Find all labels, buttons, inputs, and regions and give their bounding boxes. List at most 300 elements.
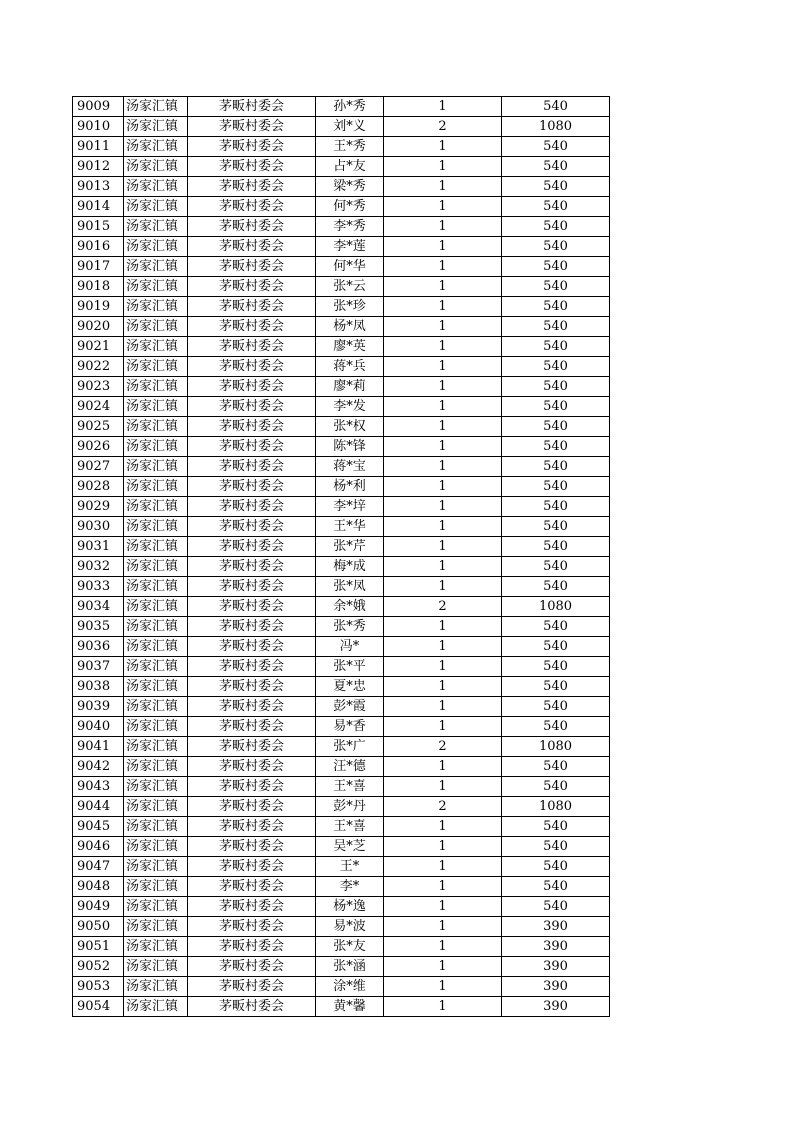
- village-cell: 茅畈村委会: [188, 857, 316, 877]
- name-cell: 张*涵: [316, 957, 384, 977]
- table-row: [73, 957, 610, 977]
- table-row: [73, 677, 610, 697]
- table-row: [73, 97, 610, 117]
- town-cell: 汤家汇镇: [124, 817, 188, 837]
- amount-cell: 540: [502, 437, 610, 457]
- table-row: [73, 577, 610, 597]
- village-cell: 茅畈村委会: [188, 577, 316, 597]
- amount-cell: 540: [502, 97, 610, 117]
- amount-cell: 540: [502, 677, 610, 697]
- town-cell: 汤家汇镇: [124, 797, 188, 817]
- name-cell: 王*喜: [316, 817, 384, 837]
- town-cell: 汤家汇镇: [124, 877, 188, 897]
- village-cell: 茅畈村委会: [188, 717, 316, 737]
- row-number-cell: 9027: [73, 457, 124, 477]
- amount-cell: 540: [502, 517, 610, 537]
- row-number-cell: 9049: [73, 897, 124, 917]
- amount-cell: 540: [502, 377, 610, 397]
- village-cell: 茅畈村委会: [188, 397, 316, 417]
- town-cell: 汤家汇镇: [124, 257, 188, 277]
- name-cell: 何*华: [316, 257, 384, 277]
- name-cell: 李*垶: [316, 497, 384, 517]
- amount-cell: 540: [502, 537, 610, 557]
- row-number-cell: 9043: [73, 777, 124, 797]
- count-cell: 1: [384, 677, 502, 697]
- row-number-cell: 9045: [73, 817, 124, 837]
- town-cell: 汤家汇镇: [124, 397, 188, 417]
- row-number-cell: 9034: [73, 597, 124, 617]
- amount-cell: 390: [502, 937, 610, 957]
- count-cell: 1: [384, 137, 502, 157]
- table-row: [73, 917, 610, 937]
- town-cell: 汤家汇镇: [124, 317, 188, 337]
- town-cell: 汤家汇镇: [124, 137, 188, 157]
- village-cell: 茅畈村委会: [188, 137, 316, 157]
- table-row: [73, 337, 610, 357]
- name-cell: 梁*秀: [316, 177, 384, 197]
- village-cell: 茅畈村委会: [188, 617, 316, 637]
- amount-cell: 540: [502, 897, 610, 917]
- count-cell: 1: [384, 437, 502, 457]
- town-cell: 汤家汇镇: [124, 537, 188, 557]
- town-cell: 汤家汇镇: [124, 977, 188, 997]
- town-cell: 汤家汇镇: [124, 957, 188, 977]
- table-row: [73, 517, 610, 537]
- count-cell: 1: [384, 717, 502, 737]
- name-cell: 廖*莉: [316, 377, 384, 397]
- amount-cell: 540: [502, 337, 610, 357]
- amount-cell: 540: [502, 397, 610, 417]
- name-cell: 彭*霞: [316, 697, 384, 717]
- name-cell: 杨*逸: [316, 897, 384, 917]
- row-number-cell: 9036: [73, 637, 124, 657]
- amount-cell: 540: [502, 717, 610, 737]
- town-cell: 汤家汇镇: [124, 237, 188, 257]
- table-row: [73, 997, 610, 1017]
- row-number-cell: 9030: [73, 517, 124, 537]
- row-number-cell: 9010: [73, 117, 124, 137]
- town-cell: 汤家汇镇: [124, 457, 188, 477]
- table-row: [73, 637, 610, 657]
- town-cell: 汤家汇镇: [124, 657, 188, 677]
- name-cell: 杨*利: [316, 477, 384, 497]
- row-number-cell: 9018: [73, 277, 124, 297]
- table-row: [73, 557, 610, 577]
- table-row: [73, 217, 610, 237]
- count-cell: 1: [384, 977, 502, 997]
- row-number-cell: 9054: [73, 997, 124, 1017]
- town-cell: 汤家汇镇: [124, 917, 188, 937]
- village-cell: 茅畈村委会: [188, 797, 316, 817]
- count-cell: 1: [384, 317, 502, 337]
- row-number-cell: 9009: [73, 97, 124, 117]
- name-cell: 陈*锋: [316, 437, 384, 457]
- row-number-cell: 9052: [73, 957, 124, 977]
- amount-cell: 1080: [502, 737, 610, 757]
- town-cell: 汤家汇镇: [124, 577, 188, 597]
- amount-cell: 1080: [502, 597, 610, 617]
- table-row: [73, 617, 610, 637]
- name-cell: 余*娥: [316, 597, 384, 617]
- table-row: [73, 277, 610, 297]
- row-number-cell: 9025: [73, 417, 124, 437]
- village-cell: 茅畈村委会: [188, 477, 316, 497]
- table-row: [73, 857, 610, 877]
- village-cell: 茅畈村委会: [188, 277, 316, 297]
- count-cell: 1: [384, 577, 502, 597]
- village-cell: 茅畈村委会: [188, 877, 316, 897]
- amount-cell: 540: [502, 757, 610, 777]
- town-cell: 汤家汇镇: [124, 477, 188, 497]
- amount-cell: 540: [502, 257, 610, 277]
- town-cell: 汤家汇镇: [124, 697, 188, 717]
- village-cell: 茅畈村委会: [188, 197, 316, 217]
- village-cell: 茅畈村委会: [188, 597, 316, 617]
- name-cell: 王*秀: [316, 137, 384, 157]
- amount-cell: 1080: [502, 797, 610, 817]
- data-table: [72, 96, 610, 1017]
- table-row: [73, 457, 610, 477]
- row-number-cell: 9035: [73, 617, 124, 637]
- row-number-cell: 9014: [73, 197, 124, 217]
- table-body: [73, 97, 610, 1017]
- amount-cell: 540: [502, 137, 610, 157]
- town-cell: 汤家汇镇: [124, 357, 188, 377]
- table-row: [73, 937, 610, 957]
- row-number-cell: 9039: [73, 697, 124, 717]
- row-number-cell: 9019: [73, 297, 124, 317]
- name-cell: 易*香: [316, 717, 384, 737]
- count-cell: 1: [384, 177, 502, 197]
- amount-cell: 540: [502, 657, 610, 677]
- village-cell: 茅畈村委会: [188, 177, 316, 197]
- name-cell: 冯*: [316, 637, 384, 657]
- count-cell: 2: [384, 737, 502, 757]
- village-cell: 茅畈村委会: [188, 157, 316, 177]
- town-cell: 汤家汇镇: [124, 997, 188, 1017]
- row-number-cell: 9042: [73, 757, 124, 777]
- name-cell: 蒋*兵: [316, 357, 384, 377]
- name-cell: 李*秀: [316, 217, 384, 237]
- table-row: [73, 397, 610, 417]
- table-row: [73, 437, 610, 457]
- name-cell: 张*珍: [316, 297, 384, 317]
- table-row: [73, 257, 610, 277]
- count-cell: 1: [384, 417, 502, 437]
- amount-cell: 540: [502, 877, 610, 897]
- table-row: [73, 537, 610, 557]
- village-cell: 茅畈村委会: [188, 437, 316, 457]
- village-cell: 茅畈村委会: [188, 897, 316, 917]
- village-cell: 茅畈村委会: [188, 117, 316, 137]
- name-cell: 张*权: [316, 417, 384, 437]
- table-row: [73, 837, 610, 857]
- village-cell: 茅畈村委会: [188, 937, 316, 957]
- table-row: [73, 877, 610, 897]
- count-cell: 1: [384, 257, 502, 277]
- town-cell: 汤家汇镇: [124, 197, 188, 217]
- village-cell: 茅畈村委会: [188, 417, 316, 437]
- count-cell: 1: [384, 617, 502, 637]
- count-cell: 1: [384, 937, 502, 957]
- amount-cell: 540: [502, 837, 610, 857]
- name-cell: 张*云: [316, 277, 384, 297]
- row-number-cell: 9012: [73, 157, 124, 177]
- name-cell: 李*莲: [316, 237, 384, 257]
- name-cell: 何*秀: [316, 197, 384, 217]
- village-cell: 茅畈村委会: [188, 997, 316, 1017]
- village-cell: 茅畈村委会: [188, 737, 316, 757]
- village-cell: 茅畈村委会: [188, 357, 316, 377]
- town-cell: 汤家汇镇: [124, 637, 188, 657]
- row-number-cell: 9038: [73, 677, 124, 697]
- count-cell: 1: [384, 377, 502, 397]
- village-cell: 茅畈村委会: [188, 297, 316, 317]
- row-number-cell: 9015: [73, 217, 124, 237]
- row-number-cell: 9022: [73, 357, 124, 377]
- count-cell: 2: [384, 797, 502, 817]
- table-row: [73, 177, 610, 197]
- count-cell: 1: [384, 877, 502, 897]
- town-cell: 汤家汇镇: [124, 777, 188, 797]
- table-row: [73, 477, 610, 497]
- row-number-cell: 9041: [73, 737, 124, 757]
- count-cell: 2: [384, 117, 502, 137]
- count-cell: 1: [384, 857, 502, 877]
- table-row: [73, 497, 610, 517]
- count-cell: 1: [384, 477, 502, 497]
- name-cell: 李*: [316, 877, 384, 897]
- row-number-cell: 9031: [73, 537, 124, 557]
- table-row: [73, 777, 610, 797]
- town-cell: 汤家汇镇: [124, 717, 188, 737]
- table-row: [73, 897, 610, 917]
- village-cell: 茅畈村委会: [188, 677, 316, 697]
- name-cell: 张*秀: [316, 617, 384, 637]
- count-cell: 1: [384, 897, 502, 917]
- name-cell: 黄*馨: [316, 997, 384, 1017]
- row-number-cell: 9028: [73, 477, 124, 497]
- town-cell: 汤家汇镇: [124, 617, 188, 637]
- count-cell: 1: [384, 97, 502, 117]
- count-cell: 1: [384, 757, 502, 777]
- name-cell: 占*友: [316, 157, 384, 177]
- count-cell: 1: [384, 777, 502, 797]
- amount-cell: 1080: [502, 117, 610, 137]
- row-number-cell: 9032: [73, 557, 124, 577]
- row-number-cell: 9037: [73, 657, 124, 677]
- count-cell: 1: [384, 297, 502, 317]
- name-cell: 王*华: [316, 517, 384, 537]
- amount-cell: 540: [502, 417, 610, 437]
- row-number-cell: 9029: [73, 497, 124, 517]
- row-number-cell: 9051: [73, 937, 124, 957]
- name-cell: 杨*凤: [316, 317, 384, 337]
- village-cell: 茅畈村委会: [188, 517, 316, 537]
- village-cell: 茅畈村委会: [188, 497, 316, 517]
- village-cell: 茅畈村委会: [188, 537, 316, 557]
- table-row: [73, 157, 610, 177]
- count-cell: 1: [384, 637, 502, 657]
- amount-cell: 540: [502, 577, 610, 597]
- table-row: [73, 117, 610, 137]
- table-row: [73, 297, 610, 317]
- count-cell: 1: [384, 497, 502, 517]
- row-number-cell: 9033: [73, 577, 124, 597]
- table-row: [73, 197, 610, 217]
- count-cell: 1: [384, 657, 502, 677]
- count-cell: 1: [384, 817, 502, 837]
- amount-cell: 540: [502, 237, 610, 257]
- village-cell: 茅畈村委会: [188, 557, 316, 577]
- town-cell: 汤家汇镇: [124, 857, 188, 877]
- name-cell: 王*: [316, 857, 384, 877]
- town-cell: 汤家汇镇: [124, 417, 188, 437]
- amount-cell: 540: [502, 217, 610, 237]
- village-cell: 茅畈村委会: [188, 377, 316, 397]
- name-cell: 张*芹: [316, 537, 384, 557]
- amount-cell: 390: [502, 917, 610, 937]
- village-cell: 茅畈村委会: [188, 97, 316, 117]
- name-cell: 蒋*宝: [316, 457, 384, 477]
- count-cell: 1: [384, 197, 502, 217]
- table-row: [73, 797, 610, 817]
- town-cell: 汤家汇镇: [124, 837, 188, 857]
- town-cell: 汤家汇镇: [124, 217, 188, 237]
- village-cell: 茅畈村委会: [188, 237, 316, 257]
- count-cell: 1: [384, 517, 502, 537]
- village-cell: 茅畈村委会: [188, 777, 316, 797]
- count-cell: 1: [384, 537, 502, 557]
- count-cell: 1: [384, 397, 502, 417]
- row-number-cell: 9021: [73, 337, 124, 357]
- name-cell: 汪*德: [316, 757, 384, 777]
- name-cell: 张*平: [316, 657, 384, 677]
- row-number-cell: 9044: [73, 797, 124, 817]
- table-row: [73, 717, 610, 737]
- amount-cell: 540: [502, 297, 610, 317]
- table-row: [73, 417, 610, 437]
- town-cell: 汤家汇镇: [124, 757, 188, 777]
- name-cell: 张*广: [316, 737, 384, 757]
- amount-cell: 540: [502, 457, 610, 477]
- table-row: [73, 137, 610, 157]
- amount-cell: 540: [502, 357, 610, 377]
- count-cell: 1: [384, 837, 502, 857]
- count-cell: 1: [384, 157, 502, 177]
- name-cell: 刘*义: [316, 117, 384, 137]
- amount-cell: 540: [502, 817, 610, 837]
- table-row: [73, 757, 610, 777]
- amount-cell: 540: [502, 317, 610, 337]
- village-cell: 茅畈村委会: [188, 217, 316, 237]
- amount-cell: 540: [502, 177, 610, 197]
- name-cell: 夏*忠: [316, 677, 384, 697]
- count-cell: 1: [384, 997, 502, 1017]
- name-cell: 王*喜: [316, 777, 384, 797]
- row-number-cell: 9050: [73, 917, 124, 937]
- town-cell: 汤家汇镇: [124, 937, 188, 957]
- town-cell: 汤家汇镇: [124, 517, 188, 537]
- town-cell: 汤家汇镇: [124, 897, 188, 917]
- row-number-cell: 9013: [73, 177, 124, 197]
- table-row: [73, 817, 610, 837]
- town-cell: 汤家汇镇: [124, 297, 188, 317]
- name-cell: 张*凤: [316, 577, 384, 597]
- table-row: [73, 377, 610, 397]
- town-cell: 汤家汇镇: [124, 737, 188, 757]
- table-row: [73, 697, 610, 717]
- village-cell: 茅畈村委会: [188, 697, 316, 717]
- count-cell: 1: [384, 217, 502, 237]
- row-number-cell: 9016: [73, 237, 124, 257]
- town-cell: 汤家汇镇: [124, 117, 188, 137]
- village-cell: 茅畈村委会: [188, 757, 316, 777]
- count-cell: 2: [384, 597, 502, 617]
- count-cell: 1: [384, 457, 502, 477]
- amount-cell: 390: [502, 997, 610, 1017]
- town-cell: 汤家汇镇: [124, 277, 188, 297]
- name-cell: 彭*丹: [316, 797, 384, 817]
- count-cell: 1: [384, 337, 502, 357]
- name-cell: 廖*英: [316, 337, 384, 357]
- amount-cell: 390: [502, 957, 610, 977]
- name-cell: 易*波: [316, 917, 384, 937]
- village-cell: 茅畈村委会: [188, 337, 316, 357]
- table-row: [73, 977, 610, 997]
- town-cell: 汤家汇镇: [124, 157, 188, 177]
- town-cell: 汤家汇镇: [124, 437, 188, 457]
- town-cell: 汤家汇镇: [124, 677, 188, 697]
- village-cell: 茅畈村委会: [188, 637, 316, 657]
- count-cell: 1: [384, 557, 502, 577]
- town-cell: 汤家汇镇: [124, 177, 188, 197]
- village-cell: 茅畈村委会: [188, 317, 316, 337]
- row-number-cell: 9040: [73, 717, 124, 737]
- name-cell: 涂*维: [316, 977, 384, 997]
- amount-cell: 540: [502, 777, 610, 797]
- count-cell: 1: [384, 697, 502, 717]
- amount-cell: 390: [502, 977, 610, 997]
- village-cell: 茅畈村委会: [188, 977, 316, 997]
- town-cell: 汤家汇镇: [124, 377, 188, 397]
- amount-cell: 540: [502, 697, 610, 717]
- amount-cell: 540: [502, 197, 610, 217]
- village-cell: 茅畈村委会: [188, 817, 316, 837]
- amount-cell: 540: [502, 497, 610, 517]
- town-cell: 汤家汇镇: [124, 337, 188, 357]
- name-cell: 孙*秀: [316, 97, 384, 117]
- table-row: [73, 357, 610, 377]
- row-number-cell: 9046: [73, 837, 124, 857]
- table-row: [73, 657, 610, 677]
- count-cell: 1: [384, 357, 502, 377]
- row-number-cell: 9011: [73, 137, 124, 157]
- row-number-cell: 9026: [73, 437, 124, 457]
- town-cell: 汤家汇镇: [124, 597, 188, 617]
- table-row: [73, 737, 610, 757]
- village-cell: 茅畈村委会: [188, 457, 316, 477]
- town-cell: 汤家汇镇: [124, 497, 188, 517]
- village-cell: 茅畈村委会: [188, 257, 316, 277]
- name-cell: 吴*芝: [316, 837, 384, 857]
- amount-cell: 540: [502, 857, 610, 877]
- village-cell: 茅畈村委会: [188, 917, 316, 937]
- row-number-cell: 9023: [73, 377, 124, 397]
- name-cell: 梅*成: [316, 557, 384, 577]
- village-cell: 茅畈村委会: [188, 957, 316, 977]
- table-row: [73, 317, 610, 337]
